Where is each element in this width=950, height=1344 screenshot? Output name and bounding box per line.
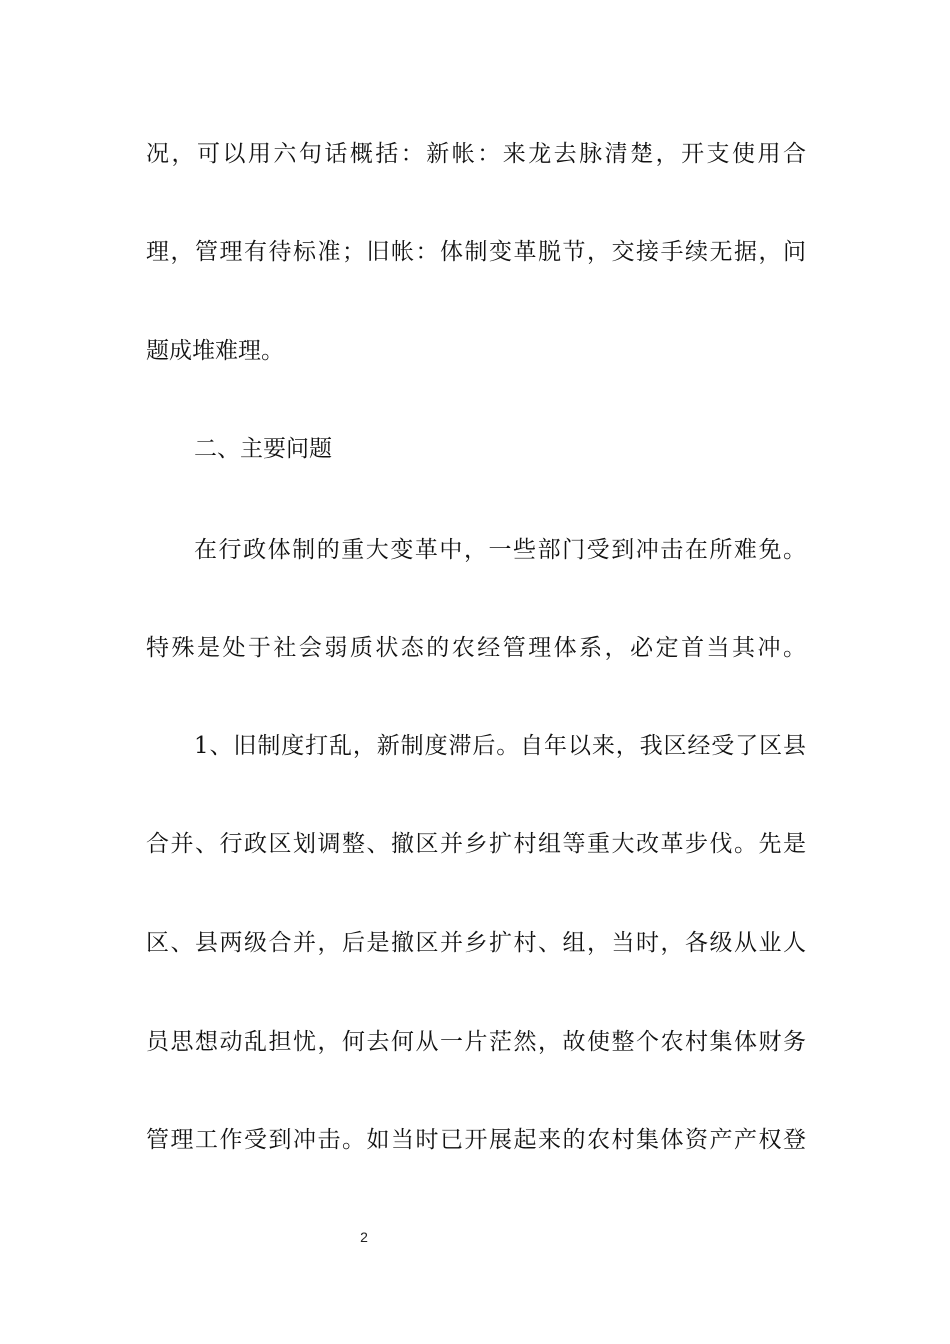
body-text-line: 管理工作受到冲击。如当时已开展起来的农村集体资产产权登 (146, 1127, 806, 1153)
body-text-line: 特殊是处于社会弱质状态的农经管理体系，必定首当其冲。 (146, 635, 806, 661)
body-text-line: 况，可以用六句话概括：新帐：来龙去脉清楚，开支使用合 (146, 141, 806, 167)
body-text-line: 题成堆难理。 (146, 338, 284, 364)
section-heading: 二、主要问题 (194, 436, 332, 462)
body-text-line: 理，管理有待标准；旧帐：体制变革脱节，交接手续无据，问 (146, 239, 806, 265)
page-number: 2 (360, 1229, 368, 1245)
body-text-line: 合并、行政区划调整、撤区并乡扩村组等重大改革步伐。先是 (146, 831, 806, 857)
body-text-line: 区、县两级合并，后是撤区并乡扩村、组，当时，各级从业人 (146, 930, 806, 956)
body-text-line: 1、旧制度打乱，新制度滞后。自年以来，我区经受了区县 (194, 733, 806, 759)
body-text-line: 员思想动乱担忧，何去何从一片茫然，故使整个农村集体财务 (146, 1029, 806, 1055)
body-text-line: 在行政体制的重大变革中，一些部门受到冲击在所难免。 (194, 537, 806, 563)
